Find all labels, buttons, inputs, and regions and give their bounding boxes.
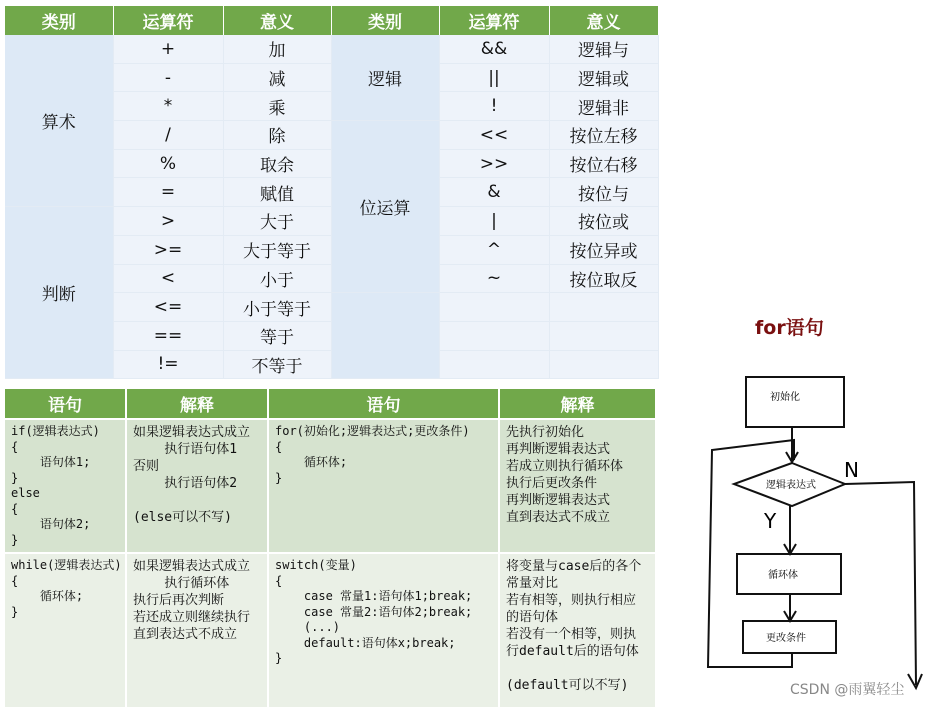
meaning-cell: 取余 <box>223 149 331 178</box>
operator-cell: != <box>113 350 223 379</box>
operator-cell: > <box>113 207 223 236</box>
header-meaning: 意义 <box>223 6 331 35</box>
meaning-cell: 加 <box>223 35 331 63</box>
statement-row <box>5 419 656 553</box>
explanation-cell <box>126 553 268 707</box>
condition-label: 逻辑表达式 <box>766 480 816 491</box>
operator-cell: = <box>113 178 223 207</box>
operator-cell: || <box>439 63 549 92</box>
meaning-cell: 按位右移 <box>549 149 658 178</box>
if-statement-code: if(逻辑表达式) { 语句体1; } else { 语句体2; } <box>11 424 100 547</box>
meaning-cell: 按位异或 <box>549 235 658 264</box>
operator-cell: >= <box>113 235 223 264</box>
for-loop-flowchart <box>700 300 941 707</box>
header-meaning: 意义 <box>549 6 658 35</box>
header-category: 类别 <box>331 6 439 35</box>
statement-row <box>5 553 656 707</box>
statement-cell <box>268 419 499 553</box>
operator-cell: ~ <box>439 264 549 293</box>
header-operator: 运算符 <box>439 6 549 35</box>
meaning-cell: 不等于 <box>223 350 331 379</box>
operator-cell <box>439 293 549 322</box>
meaning-cell: 小于等于 <box>223 293 331 322</box>
arrow-no-exit <box>845 482 916 685</box>
meaning-cell: 乘 <box>223 92 331 121</box>
header-category: 类别 <box>5 6 113 35</box>
statement-table-header <box>5 389 656 419</box>
operator-cell: << <box>439 121 549 150</box>
header-explanation: 解释 <box>126 389 268 419</box>
header-operator: 运算符 <box>113 6 223 35</box>
explanation-cell <box>126 419 268 553</box>
meaning-cell: 按位与 <box>549 178 658 207</box>
operator-cell: - <box>113 63 223 92</box>
statement-cell <box>5 553 126 707</box>
operator-cell: | <box>439 207 549 236</box>
operator-cell: / <box>113 121 223 150</box>
operator-cell: * <box>113 92 223 121</box>
header-statement: 语句 <box>5 389 126 419</box>
meaning-cell: 逻辑与 <box>549 35 658 63</box>
category-cell: 逻辑 <box>331 35 439 121</box>
header-explanation: 解释 <box>499 389 656 419</box>
category-cell: 算术 <box>5 35 113 207</box>
meaning-cell <box>549 293 658 322</box>
meaning-cell: 逻辑或 <box>549 63 658 92</box>
body-label: 循环体 <box>768 570 798 581</box>
meaning-cell: 小于 <box>223 264 331 293</box>
operator-cell: && <box>439 35 549 63</box>
meaning-cell: 逻辑非 <box>549 92 658 121</box>
update-label: 更改条件 <box>766 633 806 644</box>
meaning-cell: 按位左移 <box>549 121 658 150</box>
operator-cell: & <box>439 178 549 207</box>
operator-cell <box>439 350 549 379</box>
operator-cell: ! <box>439 92 549 121</box>
init-label: 初始化 <box>770 392 800 403</box>
meaning-cell: 除 <box>223 121 331 150</box>
operator-cell: % <box>113 149 223 178</box>
operator-cell: ^ <box>439 235 549 264</box>
operator-cell: + <box>113 35 223 63</box>
category-cell: 判断 <box>5 207 113 379</box>
meaning-cell: 大于 <box>223 207 331 236</box>
meaning-cell: 按位或 <box>549 207 658 236</box>
meaning-cell <box>549 321 658 350</box>
statement-cell <box>5 419 126 553</box>
for-explanation: 先执行初始化 再判断逻辑表达式 若成立则执行循环体 执行后更改条件 再判断逻辑表达式 直到表达式不成立 <box>506 425 624 525</box>
switch-statement-code: switch(变量) { case 常量1:语句体1;break; case 常量2:语句体2;break; (...) default:语句体x;break; } <box>275 558 473 665</box>
category-cell <box>331 293 439 379</box>
category-cell: 位运算 <box>331 121 439 293</box>
operator-cell: >> <box>439 149 549 178</box>
statement-table <box>5 389 656 707</box>
meaning-cell: 等于 <box>223 321 331 350</box>
watermark: CSDN @雨翼轻尘 <box>790 682 905 698</box>
meaning-cell <box>549 350 658 379</box>
operator-table <box>5 6 658 377</box>
operator-row <box>5 35 658 63</box>
operator-cell: <= <box>113 293 223 322</box>
while-statement-code: while(逻辑表达式) { 循环体; } <box>11 558 122 619</box>
operator-table-header <box>5 6 658 35</box>
switch-explanation: 将变量与case后的各个 常量对比 若有相等，则执行相应 的语句体 若没有一个相等，则执 行default后的语句体 (default可以不写) <box>506 559 642 693</box>
no-label: N <box>844 458 859 482</box>
meaning-cell: 按位取反 <box>549 264 658 293</box>
operator-cell: < <box>113 264 223 293</box>
meaning-cell: 减 <box>223 63 331 92</box>
flowchart-title: for语句 <box>755 317 824 339</box>
explanation-cell <box>499 419 656 553</box>
while-explanation: 如果逻辑表达式成立 执行循环体 执行后再次判断 若还成立则继续执行 直到表达式不成立 <box>133 559 251 642</box>
operator-cell: == <box>113 321 223 350</box>
header-statement: 语句 <box>268 389 499 419</box>
meaning-cell: 赋值 <box>223 178 331 207</box>
yes-label: Y <box>764 509 777 533</box>
operator-cell <box>439 321 549 350</box>
meaning-cell: 大于等于 <box>223 235 331 264</box>
for-statement-code: for(初始化;逻辑表达式;更改条件) { 循环体; } <box>275 424 470 485</box>
statement-cell <box>268 553 499 707</box>
explanation-cell <box>499 553 656 707</box>
if-explanation: 如果逻辑表达式成立 执行语句体1 否则 执行语句体2 (else可以不写) <box>133 425 251 525</box>
